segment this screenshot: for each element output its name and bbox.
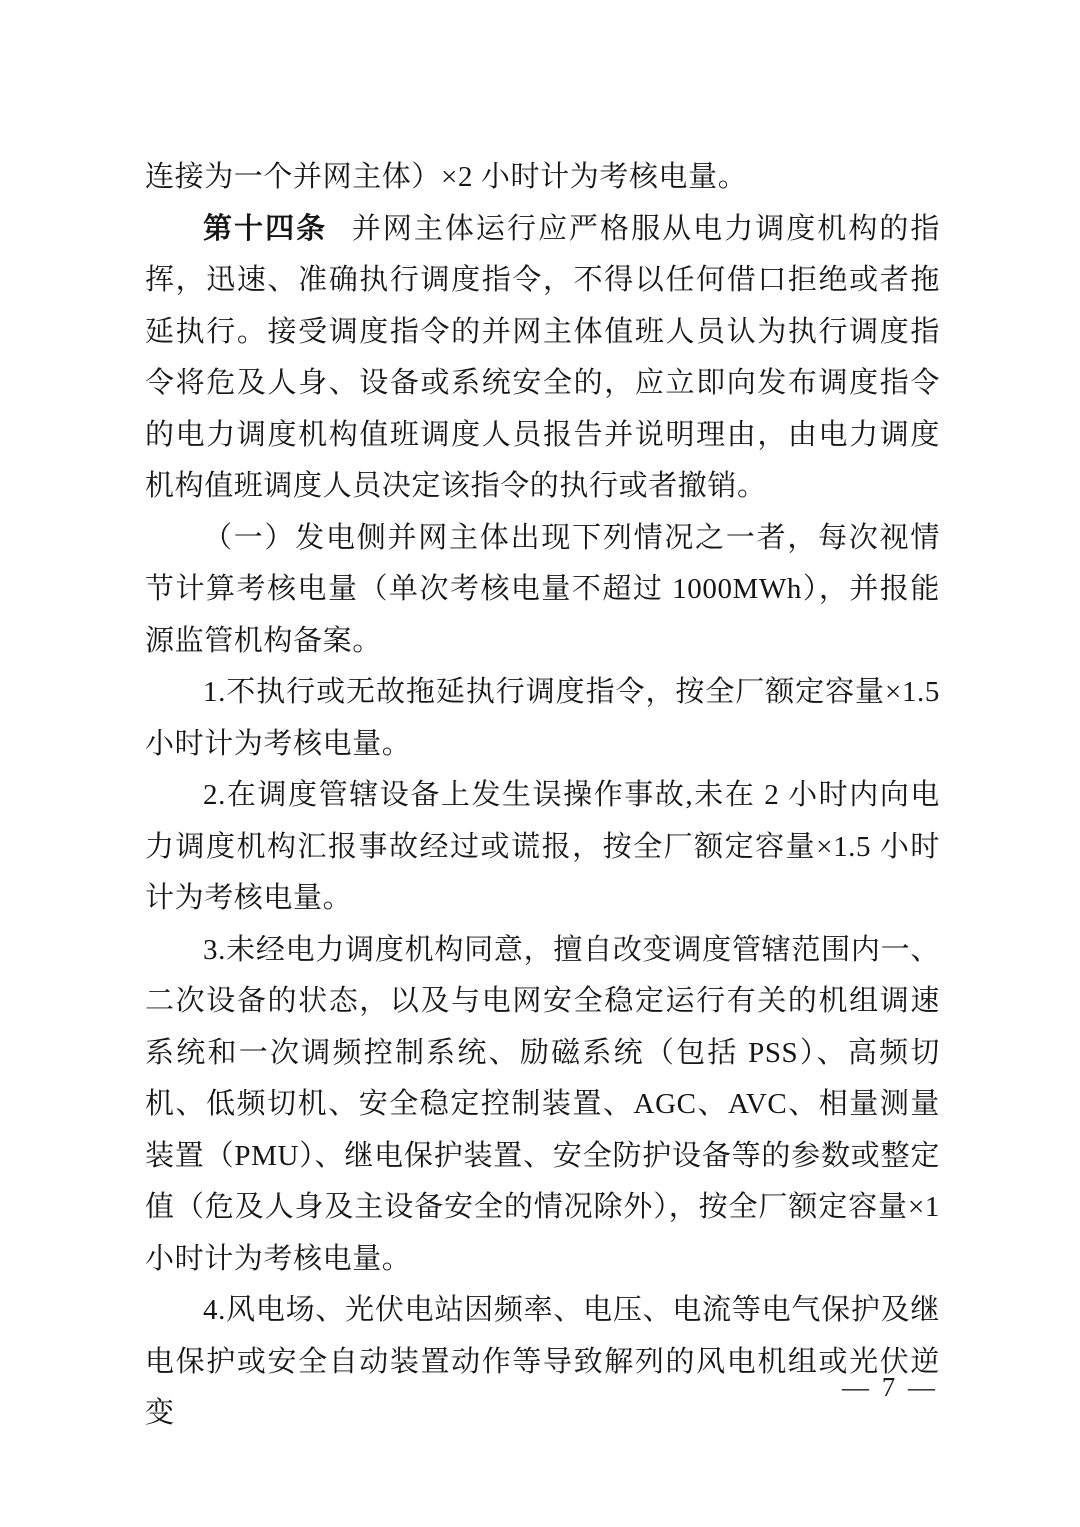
article-number: 第十四条	[203, 212, 328, 245]
article-text: 并网主体运行应严格服从电力调度机构的指挥，迅速、准确执行调度指令，不得以任何借口拒绝或者拖延执行。接受调度指令的并网主体值班人员认为执行调度指令将危及人身、设备或系统安全的，应立即向发布调度指令的电力调度机构值班调度人员报告并说明理由，由电力调度机构值班调度人员决定该指令的执行或者撤销。	[145, 212, 940, 502]
paragraph-article-14	[145, 204, 940, 513]
paragraph-item-3: 3.未经电力调度机构同意，擅自改变调度管辖范围内一、二次设备的状态，以及与电网安全稳定运行有关的机组调速系统和一次调频控制系统、励磁系统（包括 PSS）、高频切机、低频切机、安全稳定控制装置、AGC、AVC、相量测量装置（PMU）、继电保护装置、安全防护设备等的参数或整定值（危及人身及主设备安全的情况除外），按全厂额定容量×1 小时计为考核电量。	[145, 933, 940, 1275]
paragraph-continuation: 连接为一个并网主体）×2 小时计为考核电量。	[145, 161, 748, 193]
document-body	[145, 152, 940, 1440]
paragraph-item-1: 1.不执行或无故拖延执行调度指令，按全厂额定容量×1.5 小时计为考核电量。	[145, 676, 940, 760]
paragraph-clause-1: （一）发电侧并网主体出现下列情况之一者，每次视情节计算考核电量（单次考核电量不超过 1000MWh），并报能源监管机构备案。	[145, 521, 940, 657]
paragraph-item-2: 2.在调度管辖设备上发生误操作事故,未在 2 小时内向电力调度机构汇报事故经过或谎报，按全厂额定容量×1.5 小时计为考核电量。	[145, 779, 940, 914]
paragraph-item-4: 4.风电场、光伏电站因频率、电压、电流等电气保护及继电保护或安全自动装置动作等导致解列的风电机组或光伏逆变	[145, 1294, 940, 1429]
page-number: — 7 —	[842, 1372, 938, 1402]
